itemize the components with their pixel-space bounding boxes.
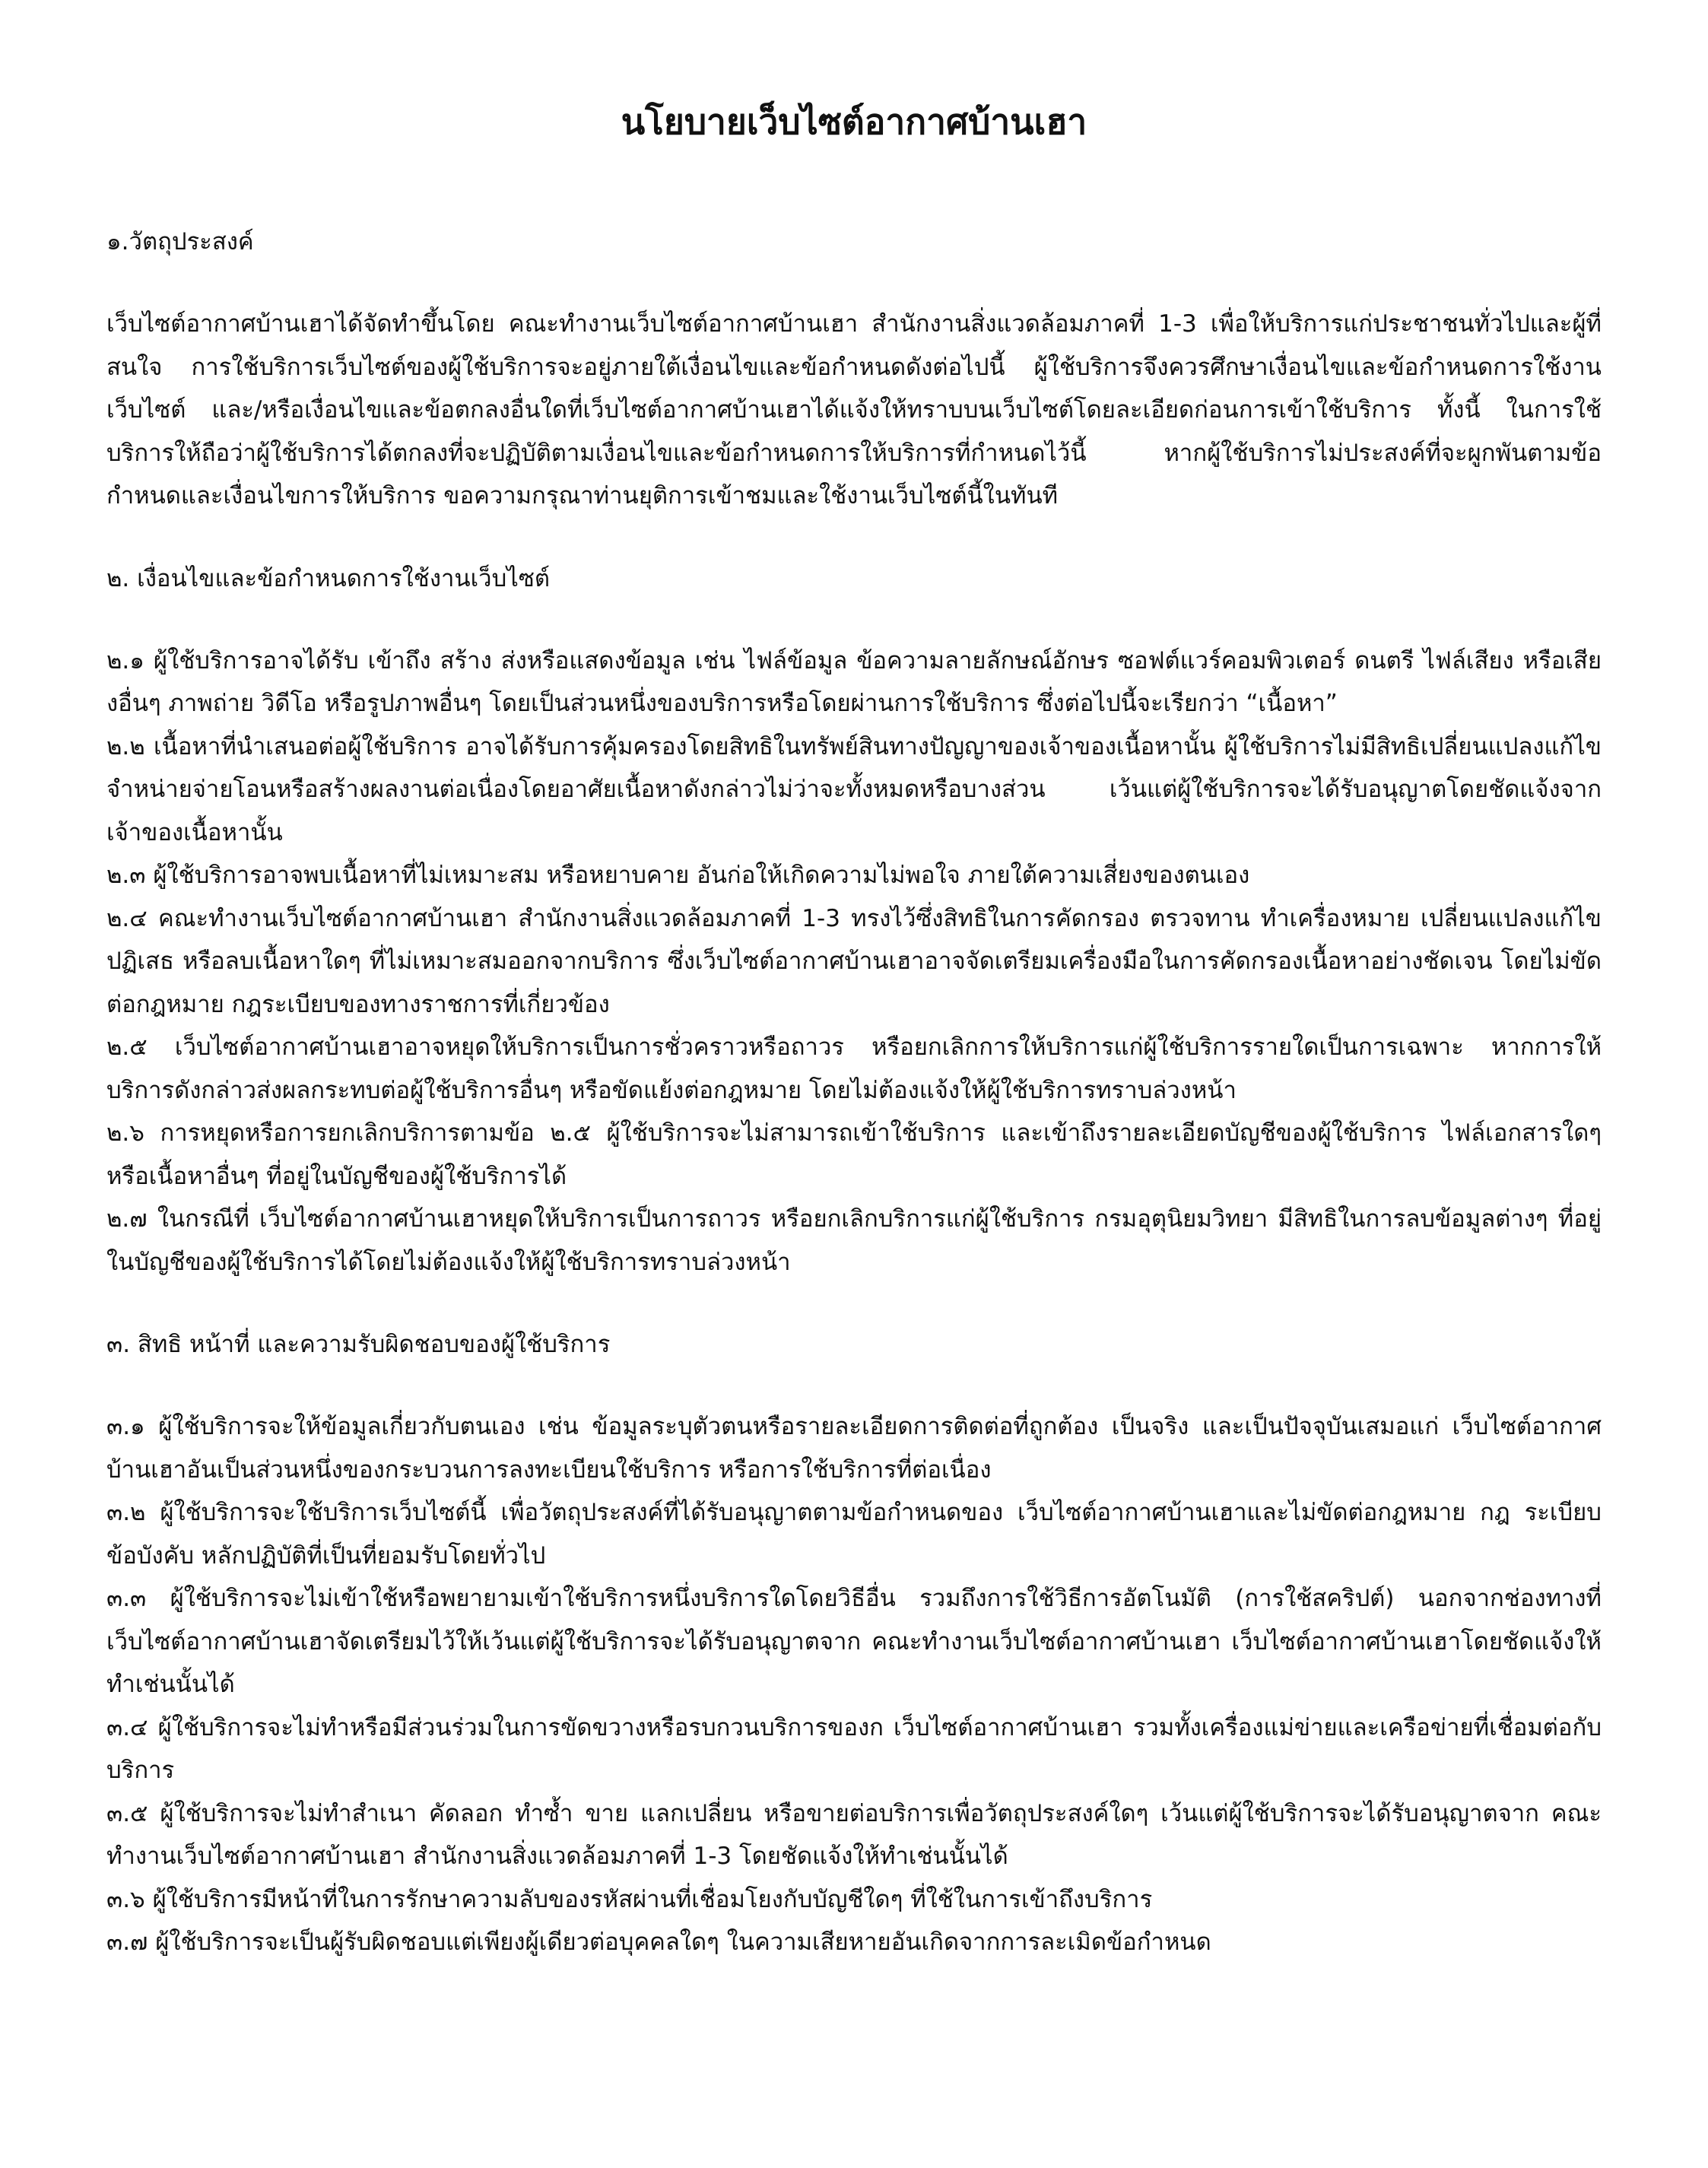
section-terms-of-use <box>106 557 1602 1284</box>
list-item: ๒.๓ ผู้ใช้บริการอาจพบเนื้อหาที่ไม่เหมาะสม หรือหยาบคาย อันก่อให้เกิดความไม่พอใจ ภายใต้ความเสี่ยงของตนเอง <box>106 862 1250 889</box>
list-item: ๓.๗ ผู้ใช้บริการจะเป็นผู้รับผิดชอบแต่เพียงผู้เดียวต่อบุคคลใดๆ ในความเสียหายอันเกิดจากการละเมิดข้อกำหนด <box>106 1928 1211 1956</box>
section-objective <box>106 221 1602 518</box>
terms-list <box>106 640 1602 1284</box>
document-title: นโยบายเว็บไซต์อากาศบ้านเฮา <box>621 101 1087 142</box>
list-item: ๒.๕ เว็บไซต์อากาศบ้านเฮาอาจหยุดให้บริการเป็นการชั่วคราวหรือถาวร หรือยกเลิกการให้บริการแก่ผู้ใช้บริการรายใดเป็นการเฉพาะ หากการให้บริการดังกล่าวส่งผลกระทบต่อผู้ใช้บริการอื่นๆ หรือขัดแย้งต่อกฎหมาย โดยไม่ต้องแจ้งให้ผู้ใช้บริการทราบล่วงหน้า <box>106 1033 1602 1104</box>
list-item: ๓.๓ ผู้ใช้บริการจะไม่เข้าใช้หรือพยายามเข้าใช้บริการหนึ่งบริการใดโดยวิธีอื่น รวมถึงการใช้วิธีการอัตโนมัติ (การใช้สคริปต์) นอกจากช่องทางที่เว็บไซต์อากาศบ้านเฮาจัดเตรียมไว้ให้เว้นแต่ผู้ใช้บริการจะได้รับอนุญาตจาก คณะทำงานเว็บไซต์อากาศบ้านเฮา เว็บไซต์อากาศบ้านเฮาโดยชัดแจ้งให้ทำเช่นนั้นได้ <box>106 1585 1602 1698</box>
section-paragraph: เว็บไซต์อากาศบ้านเฮาได้จัดทำขึ้นโดย คณะทำงานเว็บไซต์อากาศบ้านเฮา สำนักงานสิ่งแวดล้อมภาคที่ 1-3 เพื่อให้บริการแก่ประชาชนทั่วไปและผู้ที่สนใจ การใช้บริการเว็บไซต์ของผู้ใช้บริการจะอยู่ภายใต้เงื่อนไขและข้อกำหนดดังต่อไปนี้ ผู้ใช้บริการจึงควรศึกษาเงื่อนไขและข้อกำหนดการใช้งานเว็บไซต์ และ/หรือเงื่อนไขและข้อตกลงอื่นใดที่เว็บไซต์อากาศบ้านเฮาได้แจ้งให้ทราบบนเว็บไซต์โดยละเอียดก่อนการเข้าใช้บริการ ทั้งนี้ ในการใช้บริการให้ถือว่าผู้ใช้บริการได้ตกลงที่จะปฏิบัติตามเงื่อนไขและข้อกำหนดการให้บริการที่กำหนดไว้นี้ หากผู้ใช้บริการไม่ประสงค์ที่จะผูกพันตามข้อกำหนดและเงื่อนไขการให้บริการ ขอความกรุณาท่านยุติการเข้าชมและใช้งานเว็บไซต์นี้ในทันที <box>106 310 1602 509</box>
list-item: ๓.๑ ผู้ใช้บริการจะให้ข้อมูลเกี่ยวกับตนเอง เช่น ข้อมูลระบุตัวตนหรือรายละเอียดการติดต่อที่ถูกต้อง เป็นจริง และเป็นปัจจุบันเสมอแก่ เว็บไซต์อากาศบ้านเฮาอันเป็นส่วนหนึ่งของกระบวนการลงทะเบียนใช้บริการ หรือการใช้บริการที่ต่อเนื่อง <box>106 1413 1602 1484</box>
section-heading: ๑.วัตถุประสงค์ <box>106 228 254 256</box>
section-user-rights <box>106 1323 1602 1964</box>
list-item: ๒.๖ การหยุดหรือการยกเลิกบริการตามข้อ ๒.๕ ผู้ใช้บริการจะไม่สามารถเข้าใช้บริการ และเข้าถึงรายละเอียดบัญชีของผู้ใช้บริการ ไฟล์เอกสารใดๆ หรือเนื้อหาอื่นๆ ที่อยู่ในบัญชีของผู้ใช้บริการได้ <box>106 1119 1602 1190</box>
list-item: ๒.๔ คณะทำงานเว็บไซต์อากาศบ้านเฮา สำนักงานสิ่งแวดล้อมภาคที่ 1-3 ทรงไว้ซึ่งสิทธิในการคัดกรอง ตรวจทาน ทำเครื่องหมาย เปลี่ยนแปลงแก้ไข ปฏิเสธ หรือลบเนื้อหาใดๆ ที่ไม่เหมาะสมออกจากบริการ ซึ่งเว็บไซต์อากาศบ้านเฮาอาจจัดเตรียมเครื่องมือในการคัดกรองเนื้อหาอย่างชัดเจน โดยไม่ขัดต่อกฎหมาย กฎระเบียบของทางราชการที่เกี่ยวข้อง <box>106 904 1602 1018</box>
list-item: ๓.๒ ผู้ใช้บริการจะใช้บริการเว็บไซต์นี้ เพื่อวัตถุประสงค์ที่ได้รับอนุญาตตามข้อกำหนดของ เว็บไซต์อากาศบ้านเฮาและไม่ขัดต่อกฎหมาย กฎ ระเบียบ ข้อบังคับ หลักปฏิบัติที่เป็นที่ยอมรับโดยทั่วไป <box>106 1499 1602 1570</box>
list-item: ๒.๑ ผู้ใช้บริการอาจได้รับ เข้าถึง สร้าง ส่งหรือแสดงข้อมูล เช่น ไฟล์ข้อมูล ข้อความลายลักษณ์อักษร ซอฟต์แวร์คอมพิวเตอร์ ดนตรี ไฟล์เสียง หรือเสียงอื่นๆ ภาพถ่าย วิดีโอ หรือรูปภาพอื่นๆ โดยเป็นส่วนหนึ่งของบริการหรือโดยผ่านการใช้บริการ ซึ่งต่อไปนี้จะเรียกว่า “เนื้อหา” <box>106 646 1602 717</box>
section-heading: ๓. สิทธิ หน้าที่ และความรับผิดชอบของผู้ใช้บริการ <box>106 1331 611 1358</box>
list-item: ๒.๒ เนื้อหาที่นำเสนอต่อผู้ใช้บริการ อาจได้รับการคุ้มครองโดยสิทธิในทรัพย์สินทางปัญญาของเจ้าของเนื้อหานั้น ผู้ใช้บริการไม่มีสิทธิเปลี่ยนแปลงแก้ไข จำหน่ายจ่ายโอนหรือสร้างผลงานต่อเนื่องโดยอาศัยเนื้อหาดังกล่าวไม่ว่าจะทั้งหมดหรือบางส่วน เว้นแต่ผู้ใช้บริการจะได้รับอนุญาตโดยชัดแจ้งจากเจ้าของเนื้อหานั้น <box>106 732 1602 846</box>
rights-list <box>106 1405 1602 1964</box>
list-item: ๓.๔ ผู้ใช้บริการจะไม่ทำหรือมีส่วนร่วมในการขัดขวางหรือรบกวนบริการของก เว็บไซต์อากาศบ้านเฮา รวมทั้งเครื่องแม่ข่ายและเครือข่ายที่เชื่อมต่อกับบริการ <box>106 1713 1602 1784</box>
list-item: ๓.๖ ผู้ใช้บริการมีหน้าที่ในการรักษาความลับของรหัสผ่านที่เชื่อมโยงกับบัญชีใดๆ ที่ใช้ในการเข้าถึงบริการ <box>106 1885 1153 1913</box>
list-item: ๒.๗ ในกรณีที่ เว็บไซต์อากาศบ้านเฮาหยุดให้บริการเป็นการถาวร หรือยกเลิกบริการแก่ผู้ใช้บริการ กรมอุตุนิยมวิทยา มีสิทธิในการลบข้อมูลต่างๆ ที่อยู่ในบัญชีของผู้ใช้บริการได้โดยไม่ต้องแจ้งให้ผู้ใช้บริการทราบล่วงหน้า <box>106 1205 1602 1276</box>
list-item: ๓.๕ ผู้ใช้บริการจะไม่ทำสำเนา คัดลอก ทำซ้ำ ขาย แลกเปลี่ยน หรือขายต่อบริการเพื่อวัตถุประสงค์ใดๆ เว้นแต่ผู้ใช้บริการจะได้รับอนุญาตจาก คณะทำงานเว็บไซต์อากาศบ้านเฮา สำนักงานสิ่งแวดล้อมภาคที่ 1-3 โดยชัดแจ้งให้ทำเช่นนั้นได้ <box>106 1799 1602 1870</box>
section-heading: ๒. เงื่อนไขและข้อกำหนดการใช้งานเว็บไซต์ <box>106 564 551 592</box>
